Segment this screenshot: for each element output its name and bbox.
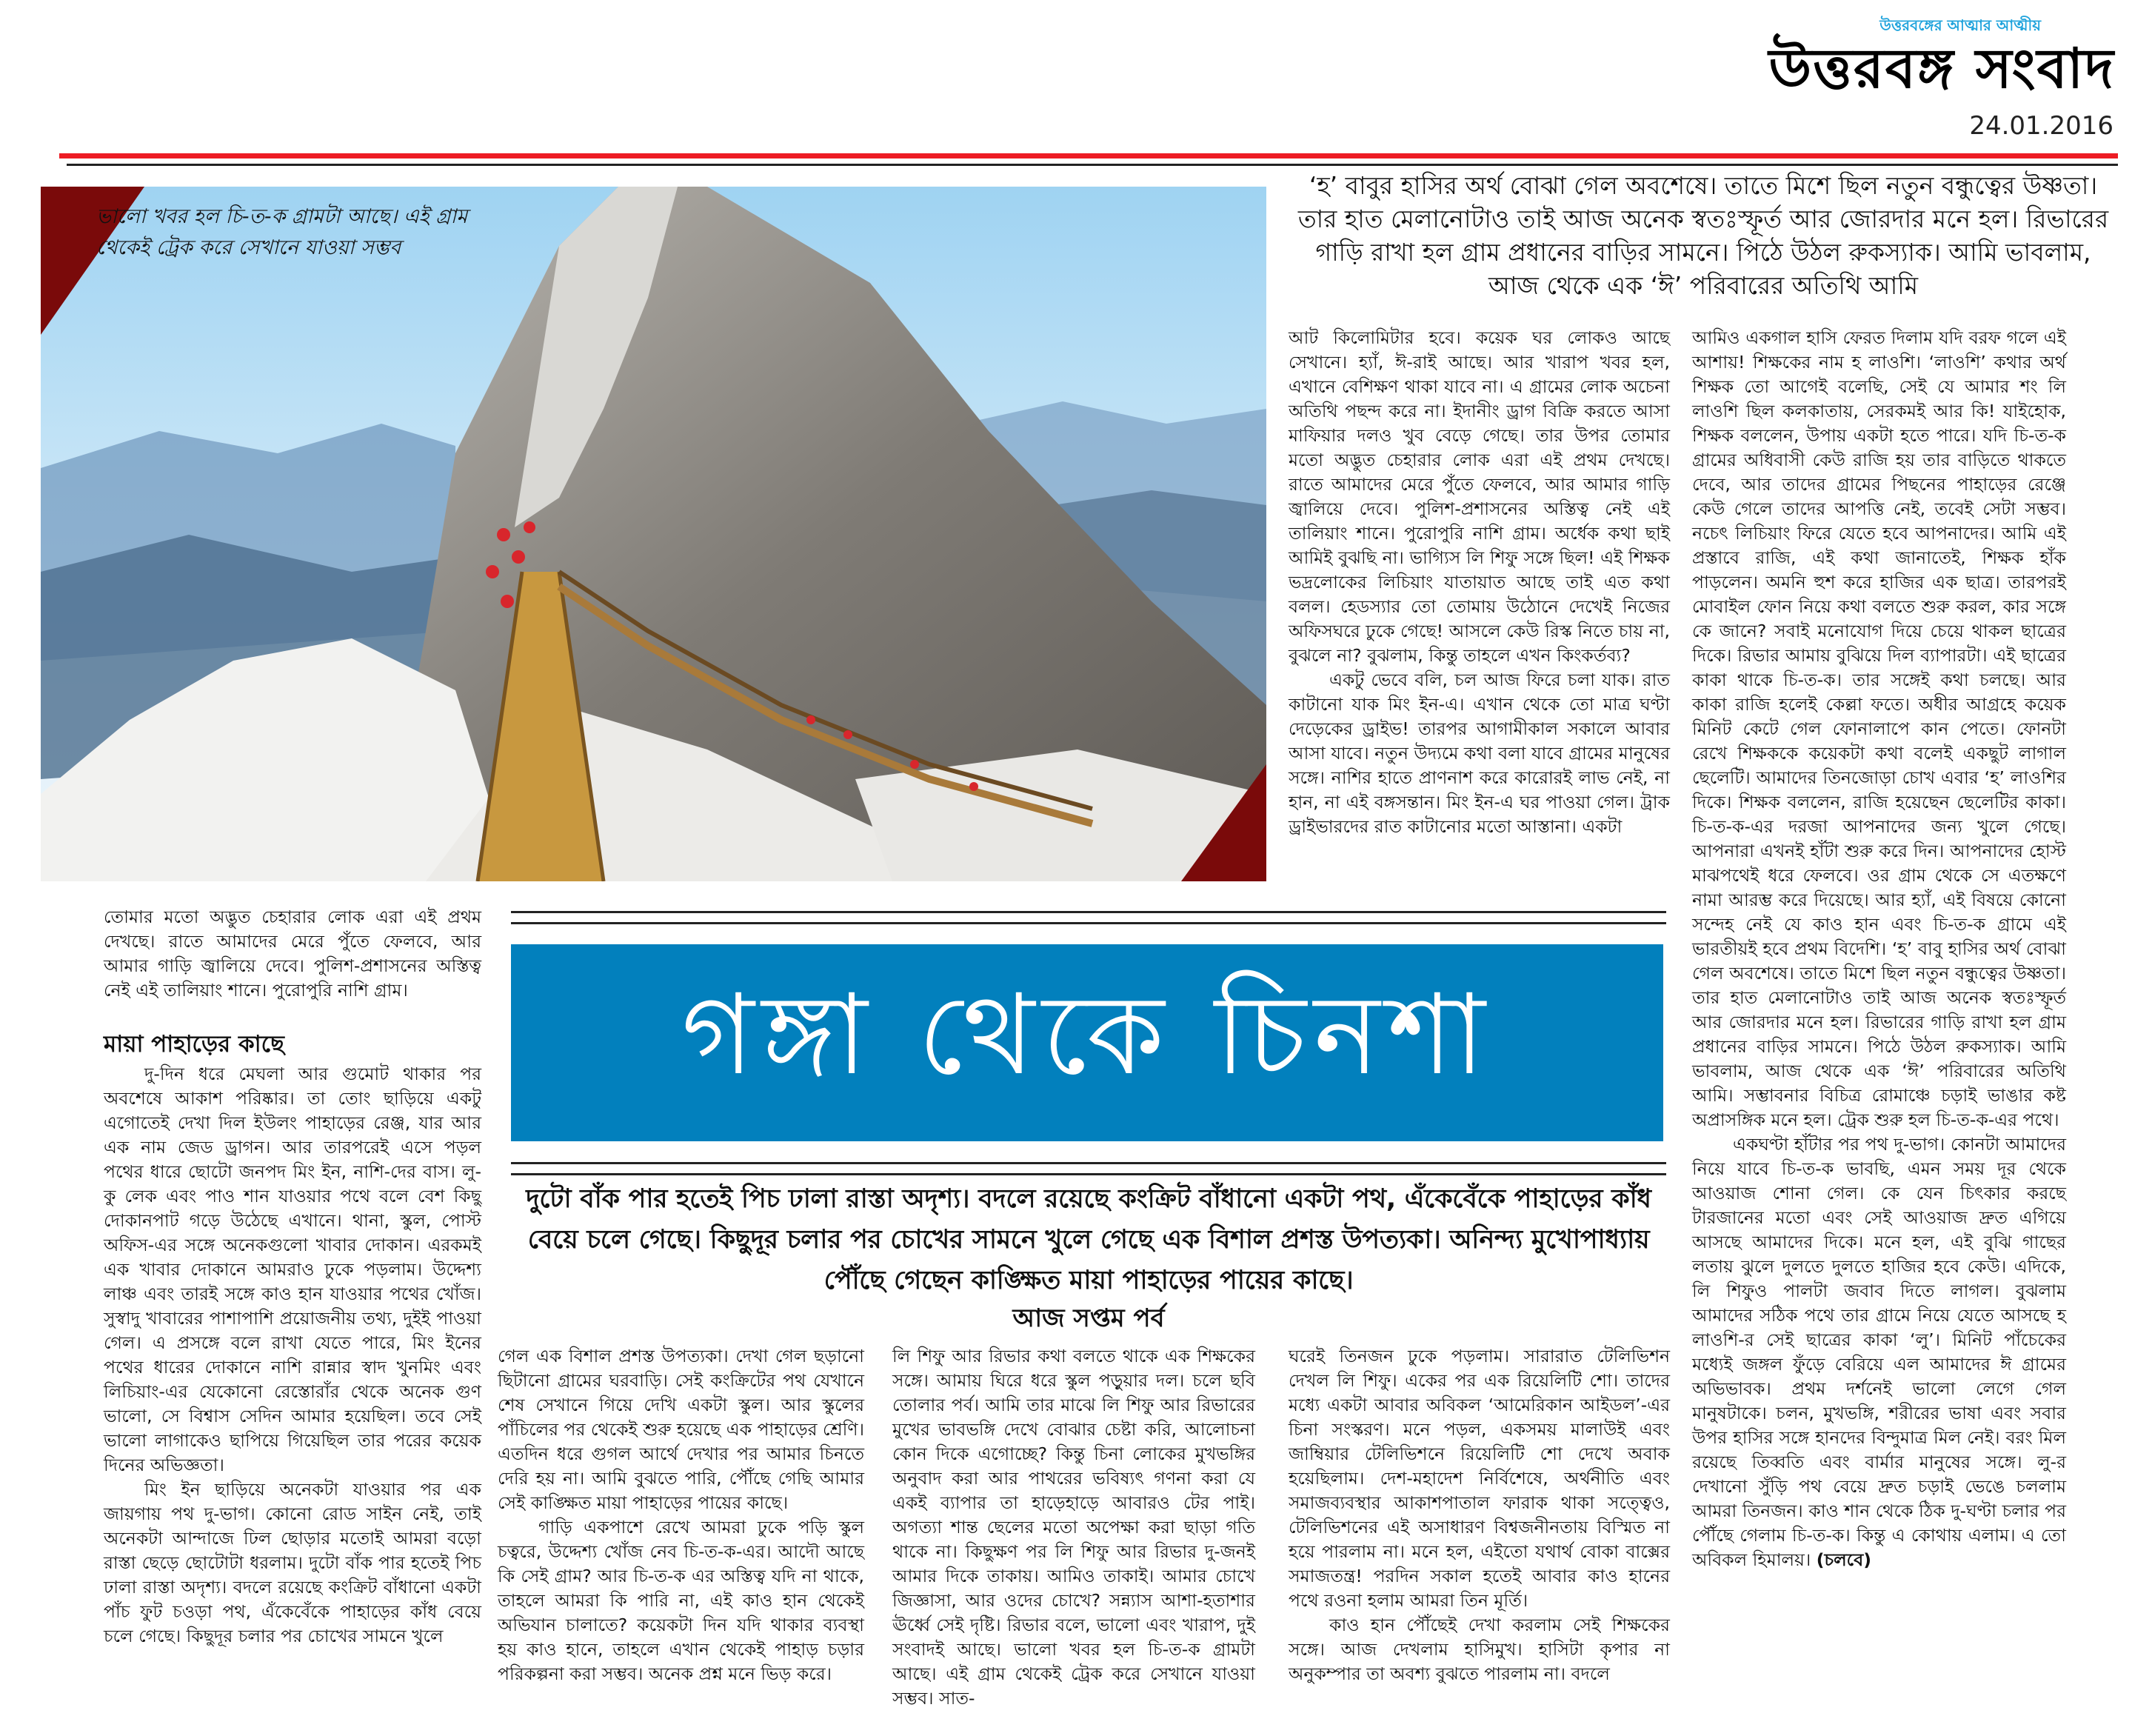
subheading: মায়া পাহাড়ের কাছে	[104, 1031, 284, 1058]
paragraph: গেল এক বিশাল প্রশস্ত উপত্যকা। দেখা গেল ছড়ানো ছিটানো গ্রামের ঘরবাড়ি। সেই কংক্রিটের পথ যেখানে শেষ সেখানে গিয়ে দেখি একটা স্কুল। আর স্কুলের পাঁচিলের পর থেকেই শুরু হয়েছে এক পাহাড়ের শ্রেণি। এতদিন ধরে গুগল আর্থে দেখার পর আমার চিনতে দেরি হয় না। আমি বুঝতে পারি, পৌঁছে গেছি আমার সেই কাঙ্ক্ষিত মায়া পাহাড়ের পায়ের কাছে।	[498, 1346, 864, 1513]
headline-bottom-rule	[511, 1162, 1666, 1175]
paragraph: ঘরেই তিনজন ঢুকে পড়লাম। সারারাত টেলিভিশন দেখল লি শিফু। একের পর এক রিয়েলিটি শো। তাদের মধ্যে একটা আবার অবিকল ‘আমেরিকান আইডল’-এর চিনা সংস্করণ। মনে পড়ল, একসময় মালাউই এবং জাম্বিয়ার টেলিভিশনে রিয়েলিটি শো দেখে অবাক হয়েছিলাম। দেশ-মহাদেশ নির্বিশেষে, অর্থনীতি এবং সমাজব্যবস্থার আকাশপাতাল ফারাক থাকা সত্ত্বেও, টেলিভিশনের এই অসাধারণ বিশ্বজনীনতায় বিস্মিত না হয়ে পারলাম না। মনে হল, এইতো যথার্থ বোকা বাক্সের সমাজতন্ত্র! পরদিন সকাল হতেই আবার কাও হানের পথে রওনা হলাম আমরা তিন মূর্তি।	[1289, 1346, 1670, 1611]
paragraph: লি শিফু আর রিভার কথা বলতে থাকে এক শিক্ষকের সঙ্গে। আমায় ঘিরে ধরে স্কুল পড়ুয়ার দল। চলে ছবি তোলার পর্ব। আমি তার মাঝে লি শিফু আর রিভারের মুখের ভাবভঙ্গি দেখে বোঝার চেষ্টা করি, আলোচনা কোন দিকে এগোচ্ছে? কিন্তু চিনা লোকের মুখভঙ্গির অনুবাদ করা আর পাথরের ভবিষ্যৎ গণনা করা যে একই ব্যাপার তা হাড়েহাড়ে আবারও টের পাই। অগত্যা শান্ত ছেলের মতো অপেক্ষা করা ছাড়া গতি থাকে না। কিছুক্ষণ পর লি শিফু আর রিভার দু-জনই আমার দিকে তাকায়। আমিও তাকাই। আমার চোখে জিজ্ঞাসা, আর ওদের চোখে? সন্ন্যাস আশা-হতাশার ঊর্ধ্বে সেই দৃষ্টি। রিভার বলে, ভালো এবং খারাপ, দুই সংবাদই আছে। ভালো খবর হল চি-ত-ক গ্রামটা আছে। এই গ্রাম থেকেই ট্রেক করে সেখানে যাওয়া সম্ভব। সাত-	[892, 1346, 1255, 1709]
intro-pullquote: ‘হ’ বাবুর হাসির অর্থ বোঝা গেল অবশেষে। তাতে মিশে ছিল নতুন বন্ধুত্বের উষ্ণতা। তার হাত মেলানোটাও তাই আজ অনেক স্বতঃস্ফূর্ত আর জোরদার মনে হল। রিভারের গাড়ি রাখা হল গ্রাম প্রধানের বাড়ির সামনে। পিঠে উঠল রুকস্যাক। আমি ভাবলাম, আজ থেকে এক ‘ঈ’ পরিবারের অতিথি আমি	[1297, 171, 2109, 300]
mountain-photo	[41, 187, 1266, 881]
headline-banner	[511, 944, 1663, 1141]
photo-caption: ভালো খবর হল চি-ত-ক গ্রামটা আছে। এই গ্রাম থেকেই ট্রেক করে সেখানে যাওয়া সম্ভব	[96, 205, 468, 259]
paragraph: একটু ভেবে বলি, চল আজ ফিরে চলা যাক। রাত কাটানো যাক মিং ইন-এ। এখান থেকে তো মাত্র ঘণ্টা দেড়েকের ড্রাইভ! তারপর আগামীকাল সকালে আবার আসা যাবে। নতুন উদ্যমে কথা বলা যাবে গ্রামের মানুষের সঙ্গে। নাশির হাতে প্রাণনাশ করে কারোরই লাভ নেই, না হান, না এই বঙ্গসন্তান। মিং ইন-এ ঘর পাওয়া গেল। ট্রাক ড্রাইভারদের রাত কাটানোর মতো আস্তানা। একটা	[1289, 670, 1670, 837]
paragraph-text: একঘণ্টা হাঁটার পর পথ দু-ভাগ। কোনটা আমাদের নিয়ে যাবে চি-ত-ক ভাবছি, এমন সময় দূর থেকে আওয়াজ শোনা গেল। কে যেন চিৎকার করছে টারজানের মতো এবং সেই আওয়াজ দ্রুত এগিয়ে আসছে আমাদের দিকে। মনে হল, এই বুঝি গাছের লতায় ঝুলে দুলতে দুলতে হাজির হবে কেউ। এদিকে, লি শিফুও পালটা জবাব দিতে লাগল। বুঝলাম আমাদের সঠিক পথে তার গ্রামে নিয়ে যেতে আসছে হ লাওশি-র সেই ছাত্রের কাকা ‘লু’। মিনিট পাঁচেকের মধ্যেই জঙ্গল ফুঁড়ে বেরিয়ে এল আমাদের ঈ গ্রামের অভিভাবক। প্রথম দর্শনেই ভালো লেগে গেল মানুষটাকে। চলন, মুখভঙ্গি, শরীরের ভাষা এবং সবার উপর হাসির সঙ্গে হানদের বিন্দুমাত্র মিল নেই। বরং মিল রয়েছে তিব্বতি এবং বার্মার মানুষের সঙ্গে। লু-র দেখানো সুঁড়ি পথ বেয়ে দ্রুত চড়াই ভেঙে চললাম আমরা তিনজন। কাও শান থেকে ঠিক দু-ঘণ্টা চলার পর পৌঁছে গেলাম চি-ত-ক। কিন্তু এ কোথায় এলাম। এ তো অবিকল হিমালয়।	[1692, 1134, 2066, 1570]
paragraph: তোমার মতো অদ্ভুত চেহারার লোক এরা এই প্রথম দেখছে। রাতে আমাদের মেরে পুঁতে ফেলবে, আর আমার গাড়ি জ্বালিয়ে দেবে। পুলিশ-প্রশাসনের অস্তিত্ব নেই এই তালিয়াং শানে। পুরোপুরি নাশি গ্রাম।	[104, 907, 481, 1001]
article-column-bottom-1	[498, 1344, 864, 1686]
mountain-walkway-image	[41, 187, 1266, 881]
continued-marker: (চলবে)	[1816, 1549, 1871, 1570]
headline: গঙ্গা থেকে চিনশা	[681, 971, 1493, 1100]
article-column-right	[1692, 326, 2066, 1572]
paragraph: আমিও একগাল হাসি ফেরত দিলাম যদি বরফ গলে এই আশায়! শিক্ষকের নাম হ লাওশি। ‘লাওশি’ কথার অর্থ শিক্ষক তো আগেই বলেছি, সেই যে আমার শং লি লাওশি ছিল কলকাতায়, সেরকমই আর কি! যাইহোক, শিক্ষক বললেন, উপায় একটা হতে পারে। যদি চি-ত-ক গ্রামের অধিবাসী কেউ রাজি হয় তার বাড়িতে থাকতে দেবে, আর তাদের গ্রামের পিছনের পাহাড়ের রেঞ্জে কেউ গেলে তাদের আপত্তি নেই, তবেই সেটা সম্ভব। নচেৎ লিচিয়াং ফিরে যেতে হবে আপনাদের। আমি এই প্রস্তাবে রাজি, এই কথা জানাতেই, শিক্ষক হাঁক পাড়লেন। অমনি হুশ করে হাজির এক ছাত্র। তারপরই মোবাইল ফোন নিয়ে কথা বলতে শুরু করল, কার সঙ্গে কে জানে? সবাই মনোযোগ দিয়ে চেয়ে থাকল ছাত্রের দিকে। রিভার আমায় বুঝিয়ে দিল ব্যাপারটা। এই ছাত্রের কাকা থাকে চি-ত-ক। তার সঙ্গেই কথা চলছে। আর কাকা রাজি হলেই কেল্লা ফতে। অধীর আগ্রহে কয়েক মিনিট কেটে গেল ফোনালাপে কান পেতে। ফোনটা রেখে শিক্ষককে কয়েকটা কথা বলেই একছুট লাগাল ছেলেটি। আমাদের তিনজোড়া চোখ এবার ‘হ’ লাওশির দিকে। শিক্ষক বললেন, রাজি হয়েছেন ছেলেটির কাকা। চি-ত-ক-এর দরজা আপনাদের জন্য খুলে গেছে। আপনারা এখনই হাঁটা শুরু করে দিন। আপনাদের হোস্ট মাঝপথেই ধরে ফেলবে। ওর গ্রাম থেকে সে এতক্ষণে নামা আরম্ভ করে দিয়েছে। আর হ্যাঁ, এই বিষয়ে কোনো সন্দেহ নেই যে কাও হান এবং চি-ত-ক গ্রামে এই ভারতীয়ই হবে প্রথম বিদেশি। ‘হ’ বাবু হাসির অর্থ বোঝা গেল অবশেষে। তাতে মিশে ছিল নতুন বন্ধুত্বের উষ্ণতা। তার হাত মেলানোটাও তাই আজ অনেক স্বতঃস্ফূর্ত আর জোরদার মনে হল। রিভারের গাড়ি রাখা হল গ্রাম প্রধানের বাড়ির সামনে। পিঠে উঠল রুকস্যাক। আমি ভাবলাম, আজ থেকে এক ‘ঈ’ পরিবারের অতিথি আমি। সম্ভাবনার বিচিত্র রোমাঞ্চে চড়াই ভাঙার কষ্ট অপ্রাসঙ্গিক মনে হল। ট্রেক শুরু হল চি-ত-ক-এর পথে।	[1692, 327, 2066, 1130]
masthead-tagline: উত্তরবঙ্গের আত্মার আত্মীয়	[1879, 16, 2041, 34]
article-column-bottom-3	[1289, 1344, 1670, 1686]
paragraph: গাড়ি একপাশে রেখে আমরা ঢুকে পড়ি স্কুল চত্বরে, উদ্দেশ্য খোঁজ নেব চি-ত-ক-এর। আদৌ আছে কি সেই গ্রাম? আর চি-ত-ক এর অস্তিত্ব যদি না থাকে, তাহলে আমরা কি পারি না, এই কাও হান থেকেই অভিযান চালাতে? কয়েকটা দিন যদি থাকার ব্যবস্থা হয় কাও হানে, তাহলে এখান থেকেই পাহাড় চড়ার পরিকল্পনা করা সম্ভব। অনেক প্রশ্ন মনে ভিড় করে।	[498, 1517, 864, 1684]
episode-label: আজ সপ্তম পর্ব	[1012, 1303, 1165, 1333]
headline-top-rule	[511, 911, 1666, 924]
publication-date: 24.01.2016	[1969, 111, 2113, 141]
paragraph	[1692, 1132, 2066, 1572]
paragraph: মিং ইন ছাড়িয়ে অনেকটা যাওয়ার পর এক জায়গায় পথ দু-ভাগ। কোনো রোড সাইন নেই, তাই অনেকটা আন্দাজে ঢিল ছোড়ার মতোই আমরা বড়ো রাস্তা ছেড়ে ছোটোটা ধরলাম। দুটো বাঁক পার হতেই পিচ ঢালা রাস্তা অদৃশ্য। বদলে রয়েছে কংক্রিট বাঁধানো একটা পাঁচ ফুট চওড়া পথ, এঁকেবেঁকে পাহাড়ের কাঁধ বেয়ে চলে গেছে। কিছুদূর চলার পর চোখের সামনে খুলে	[104, 1479, 481, 1646]
article-column-left	[104, 905, 481, 1649]
standfirst-block	[511, 1179, 1666, 1334]
paragraph: দু-দিন ধরে মেঘলা আর গুমোট থাকার পর অবশেষে আকাশ পরিষ্কার। তা তোং ছাড়িয়ে একটু এগোতেই দেখা দিল ইউলং পাহাড়ের রেঞ্জ, যার আর এক নাম জেড ড্রাগন। আর তারপরেই এসে পড়ল পথের ধারে ছোটো জনপদ মিং ইন, নাশি-দের বাস। লু-কু লেক এবং পাও শান যাওয়ার পথে বলে বেশ কিছু দোকানপাট গড়ে উঠেছে এখানে। থানা, স্কুল, পোস্ট অফিস-এর সঙ্গে অনেকগুলো খাবার দোকান। এরকমই এক খাবার দোকানে আমরাও ঢুকে পড়লাম। উদ্দেশ্য লাঞ্চ এবং তারই সঙ্গে কাও হান যাওয়ার পথের খোঁজ। সুস্বাদু খাবারের পাশাপাশি প্রয়োজনীয় তথ্য, দুইই পাওয়া গেল। এ প্রসঙ্গে বলে রাখা যেতে পারে, মিং ইনের পথের ধারের দোকানে নাশি রান্নার স্বাদ খুনমিং এবং লিচিয়াং-এর যেকোনো রেস্তোরাঁর থেকে অনেক গুণ ভালো, সে বিশ্বাস সেদিন আমার হয়েছিল। তবে সেই ভালো লাগাকেও ছাপিয়ে গিয়েছিল তার পরের কয়েক দিনের অভিজ্ঞতা।	[104, 1064, 481, 1475]
standfirst: দুটো বাঁক পার হতেই পিচ ঢালা রাস্তা অদৃশ্য। বদলে রয়েছে কংক্রিট বাঁধানো একটা পথ, এঁকেবেঁকে পাহাড়ের কাঁধ বেয়ে চলে গেছে। কিছুদূর চলার পর চোখের সামনে খুলে গেছে এক বিশাল প্রশস্ত উপত্যকা। অনিন্দ্য মুখোপাধ্যায় পৌঁছে গেছেন কাঙ্ক্ষিত মায়া পাহাড়ের পায়ের কাছে।	[526, 1184, 1651, 1295]
article-column-bottom-2	[892, 1344, 1255, 1711]
masthead-black-rule	[67, 164, 2118, 166]
paragraph: আট কিলোমিটার হবে। কয়েক ঘর লোকও আছে সেখানে। হ্যাঁ, ঈ-রাই আছে। আর খারাপ খবর হল, এখানে বেশিক্ষণ থাকা যাবে না। এ গ্রামের লোক অচেনা অতিথি পছন্দ করে না। ইদানীং ড্রাগ বিক্রি করতে আসা মাফিয়ার দলও খুব বেড়ে গেছে। তার উপর তোমার মতো অদ্ভুত চেহারার লোক এরা এই প্রথম দেখছে। রাতে আমাদের মেরে পুঁতে ফেলবে, আর আমার গাড়ি জ্বালিয়ে দেবে। পুলিশ-প্রশাসনের অস্তিত্ব নেই এই তালিয়াং শানে। পুরোপুরি নাশি গ্রাম। অর্ধেক কথা ছাই আমিই বুঝছি না। ভাগ্যিস লি শিফু সঙ্গে ছিল! এই শিক্ষক ভদ্রলোকের লিচিয়াং যাতায়াত আছে তাই এত কথা বলল। হেডস্যার তো তোমায় উঠোনে দেখেই নিজের অফিসঘরে ঢুকে গেছে! আসলে কেউ রিস্ক নিতে চায় না, বুঝলে না? বুঝলাম, কিন্তু তাহলে এখন কিংকর্তব্য?	[1289, 327, 1670, 666]
article-column-middle-top	[1289, 326, 1670, 839]
masthead-red-rule	[59, 153, 2118, 158]
newspaper-logo: উত্তরবঙ্গ সংবাদ	[1768, 37, 2115, 101]
paragraph: কাও হান পৌঁছেই দেখা করলাম সেই শিক্ষকের সঙ্গে। আজ দেখলাম হাসিমুখ। হাসিটা কৃপার না অনুকম্পার তা অবশ্য বুঝতে পারলাম না। বদলে	[1289, 1615, 1670, 1684]
